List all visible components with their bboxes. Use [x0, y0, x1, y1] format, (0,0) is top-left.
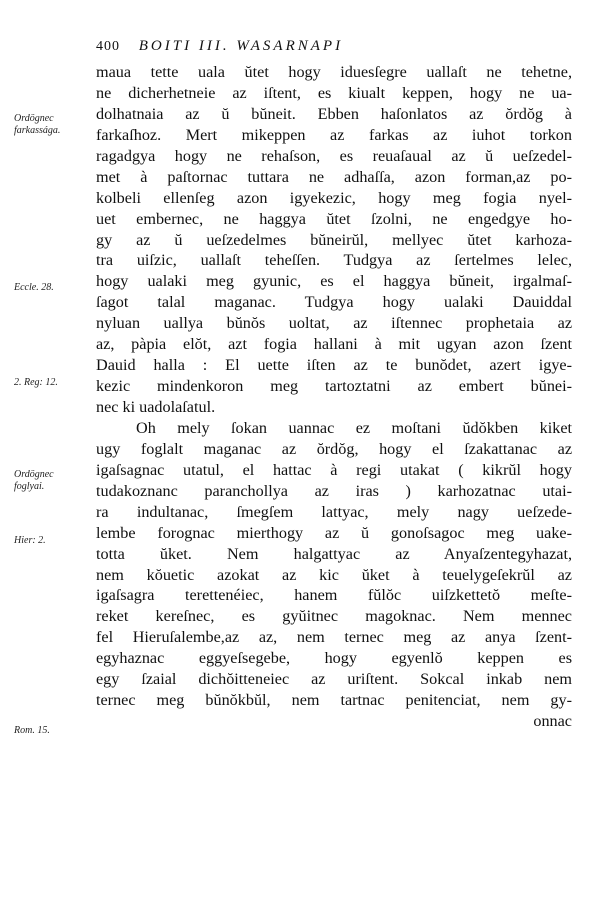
text-line: az, pàpia elŏt, azt fogia hallani à mit ugyan azon ſzent	[96, 335, 572, 354]
page-header	[96, 38, 536, 55]
page-number: 400	[96, 39, 120, 54]
text-line: nyluan uallya bŭnŏs uoltat, az iſtennec prophetaia az	[96, 314, 572, 333]
text-line: egy ſzaial dichŏitteneiec az uriſtent. Sokcal inkab nem	[96, 670, 572, 689]
text-line: hogy ualaki meg gyunic, es el haggya bŭneit, irgalmaſ-	[96, 272, 572, 291]
text-line: ugy foglalt maganac az ŏrdŏg, hogy el ſzakattanac az	[96, 439, 572, 458]
text-line: lembe forognac mierthogy az ŭ gonoſsagoc meg uake-	[96, 523, 572, 542]
text-line: kolbeli ellenſeg azon igyekezic, hogy meg fogia nyel-	[96, 188, 572, 207]
body-text	[96, 62, 572, 732]
text-line: fel Hieruſalembe,az az, nem ternec meg az anya ſzent-	[96, 628, 572, 647]
running-title: BOITI III. WASARNAPI	[138, 38, 344, 54]
text-line: maua tette uala ŭtet hogy iduesſegre uallaſt ne tehetne,	[96, 63, 572, 81]
margin-note-line: farkassága.	[14, 125, 61, 136]
margin-note	[14, 113, 96, 137]
margin-note	[14, 282, 96, 294]
margin-note-line: Rom. 15.	[14, 725, 50, 736]
text-line: onnac	[533, 712, 572, 731]
margin-note-line: Hier: 2.	[14, 535, 46, 546]
text-line: egyhaznac eggyeſsegebe, hogy egyenlŏ keppen es	[96, 649, 572, 668]
text-line: igaſsagnac utatul, el hattac à regi utakat ( kikrŭl hogy	[96, 460, 572, 479]
text-line: nem kŏuetic azokat az kic ŭket à teuelygeſekrŭl az	[96, 565, 572, 584]
margin-note	[14, 725, 96, 737]
text-line: Dauid halla : El uette iſten az te bunŏdet, azert igye-	[96, 356, 572, 375]
text-line: Oh mely ſokan uannac ez moſtani ŭdŏkben kiket	[136, 418, 572, 437]
text-line: met à paſtornac tuttara ne adhaſſa, azon forman,az po-	[96, 167, 572, 186]
margin-note	[14, 377, 96, 389]
text-line: ne dicherhetneie az iſtent, es kiualt keppen, hogy ne ua-	[96, 83, 572, 102]
margin-note-line: foglyai.	[14, 481, 45, 492]
text-line: ſagot talal maganac. Tudgya hogy ualaki Dauiddal	[96, 293, 572, 312]
text-line: reket kereſnec, es gyŭitnec magoknac. Nem mennec	[96, 607, 572, 626]
margin-note	[14, 535, 96, 547]
text-line: totta ŭket. Nem halgattyac az Anyaſzentegyhazat,	[96, 544, 572, 563]
text-line: tudakoznanc paranchollya az iras ) karhozatnac utai-	[96, 481, 572, 500]
text-line: ternec meg bŭnŏkbŭl, nem tartnac penitenciat, nem gy-	[96, 691, 572, 710]
text-line: gy az ŭ ueſzedelmes bŭneirŭl, mellyec ŭtet karhoza-	[96, 230, 572, 249]
text-line: uet embernec, ne haggya ŭtet ſzolni, ne engedgye ho-	[96, 209, 572, 228]
margin-note-line: Ordögnec	[14, 113, 54, 124]
margin-note-line: Eccle. 28.	[14, 282, 54, 293]
text-line: ra indultanac, ſmegſem lattyac, mely nagy ueſzede-	[96, 502, 572, 521]
text-line: igaſsagra terettenéiec, hanem fŭlŏc uiſzkettetŏ meſte-	[96, 586, 572, 605]
text-line: tra uiſzic, uallaſt teheſſen. Tudgya az ſertelmes lelec,	[96, 251, 572, 270]
text-line: dolhatnaia az ŭ bŭneit. Ebben haſonlatos az ŏrdŏg à	[96, 104, 572, 123]
text-line: kezic mindenkoron meg tartoztatni az embert bŭnei-	[96, 377, 572, 396]
text-line: nec ki uadolaſatul.	[96, 398, 216, 416]
margin-note-line: Ordögnec	[14, 469, 54, 480]
text-line: ragadgya hogy ne rehaſson, es reuaſaual az ŭ ueſzedel-	[96, 146, 572, 165]
margin-note-line: 2. Reg: 12.	[14, 377, 58, 388]
text-line: farkaſhoz. Mert mikeppen az farkas az iuhot torkon	[96, 125, 572, 144]
margin-note	[14, 469, 96, 493]
